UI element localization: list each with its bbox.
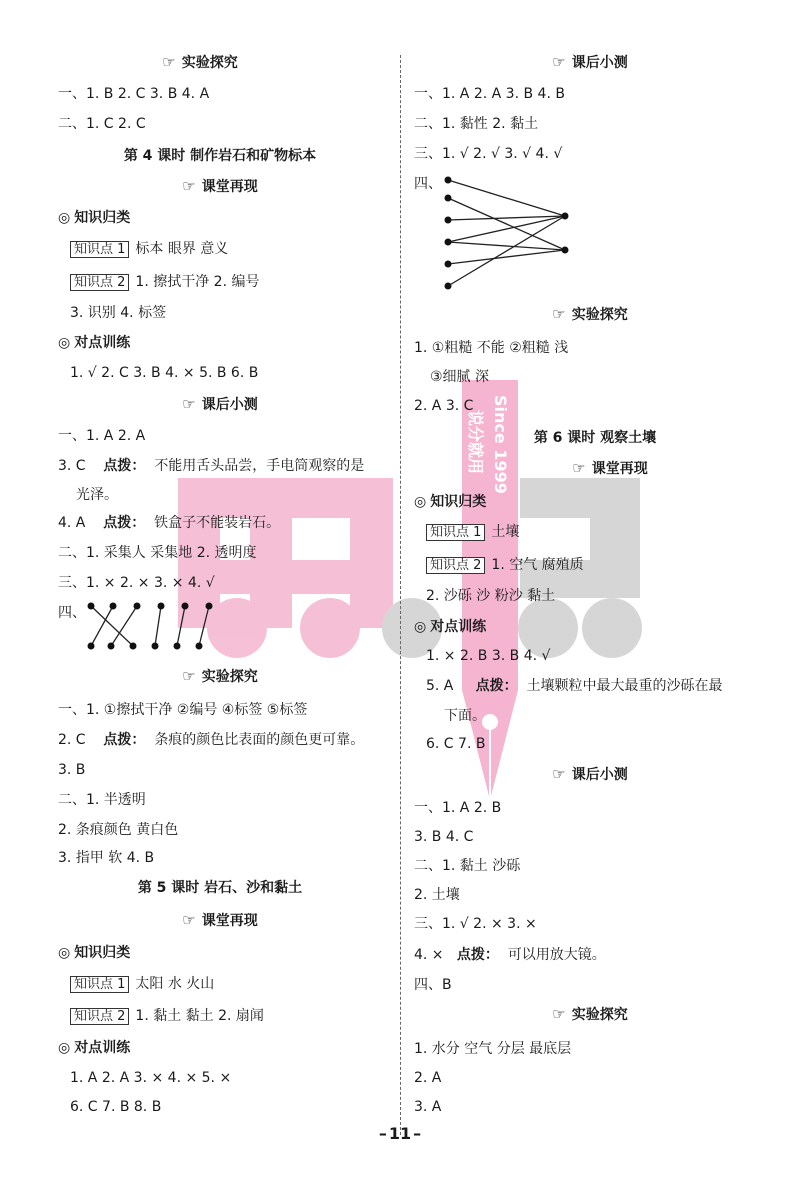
answer-line: 一、1. ①擦拭干净 ②编号 ④标签 ⑤标签 (58, 702, 308, 718)
pointing-hand-icon: ☞ (182, 395, 196, 413)
subsection-heading: ◎ 对点训练 (58, 1040, 131, 1056)
bullet-icon: ◎ (58, 335, 71, 351)
bullet-icon: ◎ (414, 619, 427, 635)
knowledge-point-label: 知识点 1 (70, 976, 129, 993)
answer-line: 6. C 7. B (426, 736, 486, 752)
pointing-hand-icon: ☞ (572, 459, 586, 477)
answer-line: 4. × 点拨： 可以用放大镜。 (414, 947, 606, 963)
answer-line: 下面。 (444, 708, 486, 724)
matching-diagram-left (85, 600, 215, 652)
answer-line: 3. 识别 4. 标签 (70, 305, 167, 321)
answer-line: 三、1. √ 2. × 3. × (414, 916, 537, 932)
knowledge-point: 知识点 1 标本 眼界 意义 (70, 239, 228, 260)
section-heading: ☞ 实验探究 (162, 53, 238, 71)
knowledge-point: 知识点 2 1. 空气 腐殖质 (426, 555, 584, 576)
knowledge-point: 知识点 2 1. 黏土 黏土 2. 扇闻 (70, 1006, 264, 1027)
answer-line: 三、1. × 2. × 3. × 4. √ (58, 575, 215, 591)
answer-line: 2. A 3. C (414, 398, 474, 414)
watermark-slogan: 说分就用 (466, 410, 485, 475)
answer-line: 2. C 点拨： 条痕的颜色比表面的颜色更可靠。 (58, 732, 365, 748)
answer-line: 光泽。 (76, 487, 118, 503)
knowledge-point-label: 知识点 2 (70, 274, 129, 291)
pointing-hand-icon: ☞ (162, 53, 176, 71)
answer-line: ③细腻 深 (430, 369, 490, 385)
answer-line: 二、1. C 2. C (58, 116, 146, 132)
bullet-icon: ◎ (58, 210, 71, 226)
section-heading: ☞ 课堂再现 (572, 459, 648, 477)
answer-line: 四、B (414, 977, 452, 993)
answer-line: 1. A 2. A 3. × 4. × 5. × (70, 1070, 232, 1086)
subsection-heading: ◎ 知识归类 (58, 945, 131, 961)
section-heading: ☞ 课后小测 (552, 53, 628, 71)
section-heading: ☞ 课堂再现 (182, 177, 258, 195)
section-heading: ☞ 实验探究 (182, 667, 258, 685)
pointing-hand-icon: ☞ (182, 177, 196, 195)
knowledge-point-label: 知识点 2 (70, 1008, 129, 1025)
answer-line: 3. A (414, 1099, 442, 1115)
knowledge-point-label: 知识点 1 (70, 241, 129, 258)
answer-line: 一、1. A 2. A 3. B 4. B (414, 86, 565, 102)
subsection-heading: ◎ 对点训练 (58, 335, 131, 351)
answer-line: 2. 土壤 (414, 887, 460, 903)
answer-line: 2. 条痕颜色 黄白色 (58, 822, 179, 838)
knowledge-point: 知识点 1 土壤 (426, 522, 519, 543)
pointing-hand-icon: ☞ (552, 1005, 566, 1023)
answer-line: 6. C 7. B 8. B (70, 1099, 162, 1115)
answer-line: 二、1. 采集人 采集地 2. 透明度 (58, 545, 257, 561)
pointing-hand-icon: ☞ (552, 305, 566, 323)
answer-line: 二、1. 黏土 沙砾 (414, 858, 521, 874)
section-heading: ☞ 课堂再现 (182, 911, 258, 929)
knowledge-point-label: 知识点 2 (426, 557, 485, 574)
pointing-hand-icon: ☞ (552, 53, 566, 71)
section-heading: ☞ 课后小测 (182, 395, 258, 413)
answer-line: 一、1. B 2. C 3. B 4. A (58, 86, 210, 102)
answer-line: 2. A (414, 1070, 442, 1086)
answer-line: 三、1. √ 2. √ 3. √ 4. √ (414, 146, 563, 162)
pointing-hand-icon: ☞ (182, 911, 196, 929)
answer-line: 3. C 点拨： 不能用舌头品尝，手电筒观察的是 (58, 458, 365, 474)
bullet-icon: ◎ (58, 1040, 71, 1056)
bullet-icon: ◎ (414, 494, 427, 510)
subsection-heading: ◎ 对点训练 (414, 619, 487, 635)
page-number: – 11 – (378, 1124, 422, 1143)
answer-line: 1. ①粗糙 不能 ②粗糙 浅 (414, 340, 569, 356)
pointing-hand-icon: ☞ (552, 765, 566, 783)
answer-line: 四、 (58, 605, 86, 621)
column-divider (400, 55, 401, 1135)
subsection-heading: ◎ 知识归类 (58, 210, 131, 226)
answer-line: 四、 (414, 176, 442, 192)
answer-line: 1. 水分 空气 分层 最底层 (414, 1041, 572, 1057)
lesson-title: 第 5 课时 岩石、沙和黏土 (137, 880, 303, 896)
knowledge-point: 知识点 1 太阳 水 火山 (70, 974, 214, 995)
answer-line: 1. √ 2. C 3. B 4. × 5. B 6. B (70, 365, 259, 381)
watermark-since: Since 1999 (491, 395, 510, 494)
answer-line: 5. A 点拨： 土壤颗粒中最大最重的沙砾在最 (426, 678, 723, 694)
matching-diagram-right (440, 172, 575, 294)
subsection-heading: ◎ 知识归类 (414, 494, 487, 510)
bullet-icon: ◎ (58, 945, 71, 961)
answer-line: 4. A 点拨： 铁盒子不能装岩石。 (58, 515, 281, 531)
answer-line: 1. × 2. B 3. B 4. √ (426, 648, 551, 664)
answer-line: 3. B 4. C (414, 829, 474, 845)
section-heading: ☞ 课后小测 (552, 765, 628, 783)
answer-line: 一、1. A 2. B (414, 800, 502, 816)
knowledge-point: 知识点 2 1. 擦拭干净 2. 编号 (70, 272, 259, 293)
lesson-title: 第 4 课时 制作岩石和矿物标本 (123, 148, 317, 164)
answer-line: 3. 指甲 软 4. B (58, 850, 155, 866)
answer-line: 2. 沙砾 沙 粉沙 黏土 (426, 588, 556, 604)
answer-line: 一、1. A 2. A (58, 428, 146, 444)
answer-line: 二、1. 半透明 (58, 792, 146, 808)
answer-line: 二、1. 黏性 2. 黏土 (414, 116, 539, 132)
lesson-title: 第 6 课时 观察土壤 (533, 430, 657, 446)
section-heading: ☞ 实验探究 (552, 1005, 628, 1023)
pointing-hand-icon: ☞ (182, 667, 196, 685)
knowledge-point-label: 知识点 1 (426, 524, 485, 541)
answer-line: 3. B (58, 762, 86, 778)
section-heading: ☞ 实验探究 (552, 305, 628, 323)
